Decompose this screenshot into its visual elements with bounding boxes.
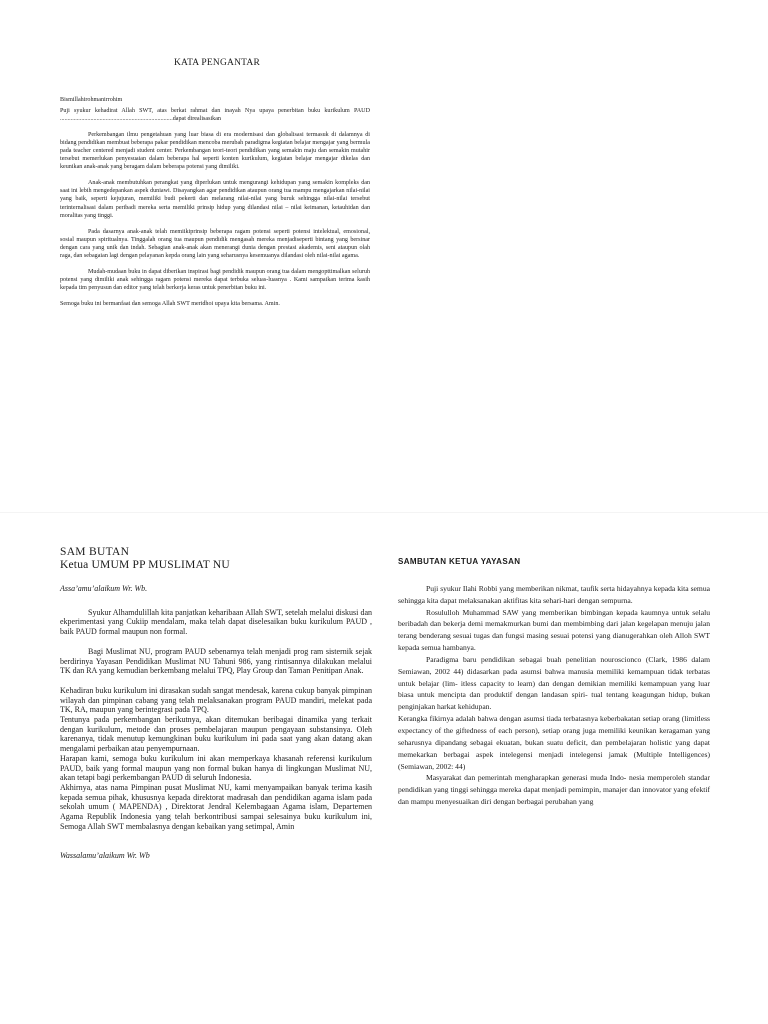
speech-paragraph: Akhirnya, atas nama Pimpinan pusat Muslimat NU, kami menyampaikan banyak terima kasih kepada semua pihak, khususnya kepada direktorat madrasah dan pendidikan agama islam pada sekolah umum ( MAPENDA) , Direktorat Jendral Kelembagaan Agama islam, Departemen Agama Republik Indonesia yang telah berkontribusi sampai selesainya buku kurikulum ini, Semoga Allah SWT membalasnya dengan kebaikan yang setimpal, Amin	[60, 782, 372, 831]
speech-paragraph: Masyarakat dan pemerintah mengharapkan generasi muda Indo- nesia memperoleh standar pendidikan yang tinggi sehingga mereka dapat menjadi pemimpin, manajer dan innovator yang efektif dan mampu menyesuaikan diri dengan berbagai perubahan yang	[398, 773, 710, 807]
speech-paragraph: Rosululloh Muhammad SAW yang memberikan bimbingan kepada kaumnya untuk selalu beribadah dan bekerja demi memakmurkan bumi dan membimbing dari jalan kegelapan menuju jalan terang benderang sesuai tugas dan fungsi masing sesuai potensi yang dianugerahkan oleh Alloh SWT kepada semua hambanya.	[398, 607, 710, 653]
preface-paragraph: Mudah-mudaan buku in dapat diberikan inspirasi bagi pendidik maupun orang tua dalam mengopttimalkan seluruh potensi yang dimiliki anak sehingga ragam potensi mereka dapat terbuka seluas-luasnya . Kami sampaikan terima kasih kepada tim penyusun dan editor yang telah berkerja keras untuk penerbitan buku ini.	[60, 268, 370, 291]
preface-closing: Semoga buku ini bermanfaat dan semoga Allah SWT meridhoi upaya kita bersama. Amin.	[60, 300, 280, 307]
speech-paragraph: Syukur Alhamdulillah kita panjatkan keharibaan Allah SWT, setelah melalui diskusi dan ekperimentasi yang Cukiip mendalam, maka telah dapat diselesaikan buku kurikulum PAUD , baik PAUD formal maupun non formal.	[60, 607, 372, 637]
page-title: KATA PENGANTAR	[174, 58, 260, 68]
speech-paragraph: Puji syukur Ilahi Robbi yang memberikan nikmat, taufik serta hidayahnya kepada kita semua sehingga kita dapat melaksanakan aktifitas kita sehari-hari dengan sempurna.	[398, 583, 710, 605]
greeting: Assa’amu’alaikum Wr. Wb.	[60, 584, 148, 593]
speech-paragraph: Paradigma baru pendidikan sebagai buah penelitian nouroscionco (Clark, 1986 dalam Semiawan, 2002 44) didasarkan pada asumsi bahwa manusia memiliki kemampuan tidak terbatas untuk belajar (lim- itless capacity to learn) dan dengan demikian memiliki kemampuan yang luar biasa untuk mencipta dan produktif dengan landasan spiri- tual tentang keagungan hidup, bukan penginjakan harkat kehidupan.	[398, 654, 710, 712]
speech-paragraph: Harapan kami, semoga buku kurikulum ini akan memperkaya khasanah referensi kurikulum PAUD, baik yang formal maupun yang non formal bukan hanya di lingkungan Muslimat NU, akan tetapi bagi perkembangan PAUD di seluruh Indonesia.	[60, 753, 372, 783]
preface-opening: Bismillahirohmanirrohim	[60, 97, 123, 103]
preface-paragraph: Anak-anak membutuhkan perangkat yang diperlukan untuk mengurangi kehidupan yang semakin kompleks dan saat ini lebih mengedepankan aspek duniawi. Disayangkan agar pendidikan ataupun orang tua mampu mengajarkan nilai-nilai yang baik, seperti kejujuran, memiliki budi pekerti dan melarang nilai-nilai yang buruk sehingga nilai-nilai tersebut terinternalisasi dalam peribadi mereka serta memiliki prinsip hidup yang dilandasi nilai – nilai keimanan, ketauhidan dan moralitas yang tinggi.	[60, 180, 370, 219]
preface-body	[60, 96, 370, 316]
page-divider	[0, 512, 768, 513]
sambutan-ketua-yayasan	[398, 556, 710, 808]
speech-paragraph: Kerangka fikirnya adalah bahwa dengan asumsi tiada terbatasnya keberbakatan setiap orang (limitless expectancy of the giftedness of each person), setiap orang juga memiliki keunikan keragaman yang seharusnya dipandang sebagai ekuatan, bukan suatu deficit, dan pembelajaran holistic yang dapat memekarkan berbagai aspek intelegensi menjadi intelegensi jamak (Multiple Intelligences) (Semiawan, 2002: 44)	[398, 714, 710, 771]
section-heading: SAMBUTAN KETUA YAYASAN	[398, 557, 521, 566]
preface-paragraph: Puji syukur kehadirat Allah SWT, atas berkat rahmat dan inayah Nya upaya penerbitan buku kurikulum PAUD ..........................................................................dapat direalisasikan	[60, 108, 370, 123]
sambutan-ketua-umum	[60, 546, 372, 869]
preface-paragraph: Pada dasarnya anak-anak telah memiikiprinsip beberapa ragam potensi seperti potensi intelektual, emosional, sosial maupun spiritualnya. Tinggalah orang tua maupun pendidik mengasah mereka menjadiseperti bintang yang bersinar dengan cara yang unik dan indah. Sebagian anak-anak akan menerangi dunia dengan prestasi akademis, seni ataupun olah raga, dan sebagaian lagi dengan pelayanan kepda orang lain yang seharusnya kesemuanya dilandasi oleh nilai-nilai agama.	[60, 228, 370, 259]
section-heading: SAM BUTAN	[60, 546, 130, 558]
speech-paragraph: Kehadiran buku kurikulum ini dirasakan sudah sangat mendesak, karena cukup banyak pimpinan wilayah dan pimpinan cabang yang telah melaksanakan program PAUD mandiri, melekat pada TK, RA, maupun yang berintegrasi pada TPQ.	[60, 685, 372, 715]
section-subheading: Ketua UMUM PP MUSLIMAT NU	[60, 559, 230, 571]
speech-paragraph: Bagi Muslimat NU, program PAUD sebenarnya telah menjadi prog ram sisternik sejak berdirinya Yayasan Pendidikan Muslimat NU Tahuni 986, yang rintisannya dilakukan melalui TK dan RA yang kemudian berkembang melalui TPQ, Play Group dan Taman Penitipan Anak.	[60, 646, 372, 676]
closing-salam: Wassalamu’alaikum Wr. Wb	[60, 851, 150, 861]
preface-paragraph: Perkembangan ilmu pengetahuan yang luar biasa di era modernisasi dan globalisasi termasuk di dalamnya di bidang pendidikan membuat beberapa pakar pendidikan mencoba merubah paradigma kegiatan belajar mengajar yang bermula pada teacher centered menjadi student center. Perkembangan teori-teori pendidikan yang semakin maju dan semakin mutahir tersebut memerlukan penyesuaian dalam beberapa hal seperti konten kurikulum, kegiatan belajar mengajar dikelas dan keunikan anak-anak yang beragam dalam beberapa potensi yang dimiliki.	[60, 132, 370, 171]
speech-paragraph: Tentunya pada perkembangan berikutnya, akan ditemukan beribagai dinamika yang terkait dengan kurikulum, metode dan proses pembelajaran maupun pengayaan substansinya. Oleh karenanya, tidak menutup kemungkinan buku kurikulum ini pada saat yang akan datang akan mengalami perbaikan atau penyempurnaan.	[60, 715, 372, 754]
